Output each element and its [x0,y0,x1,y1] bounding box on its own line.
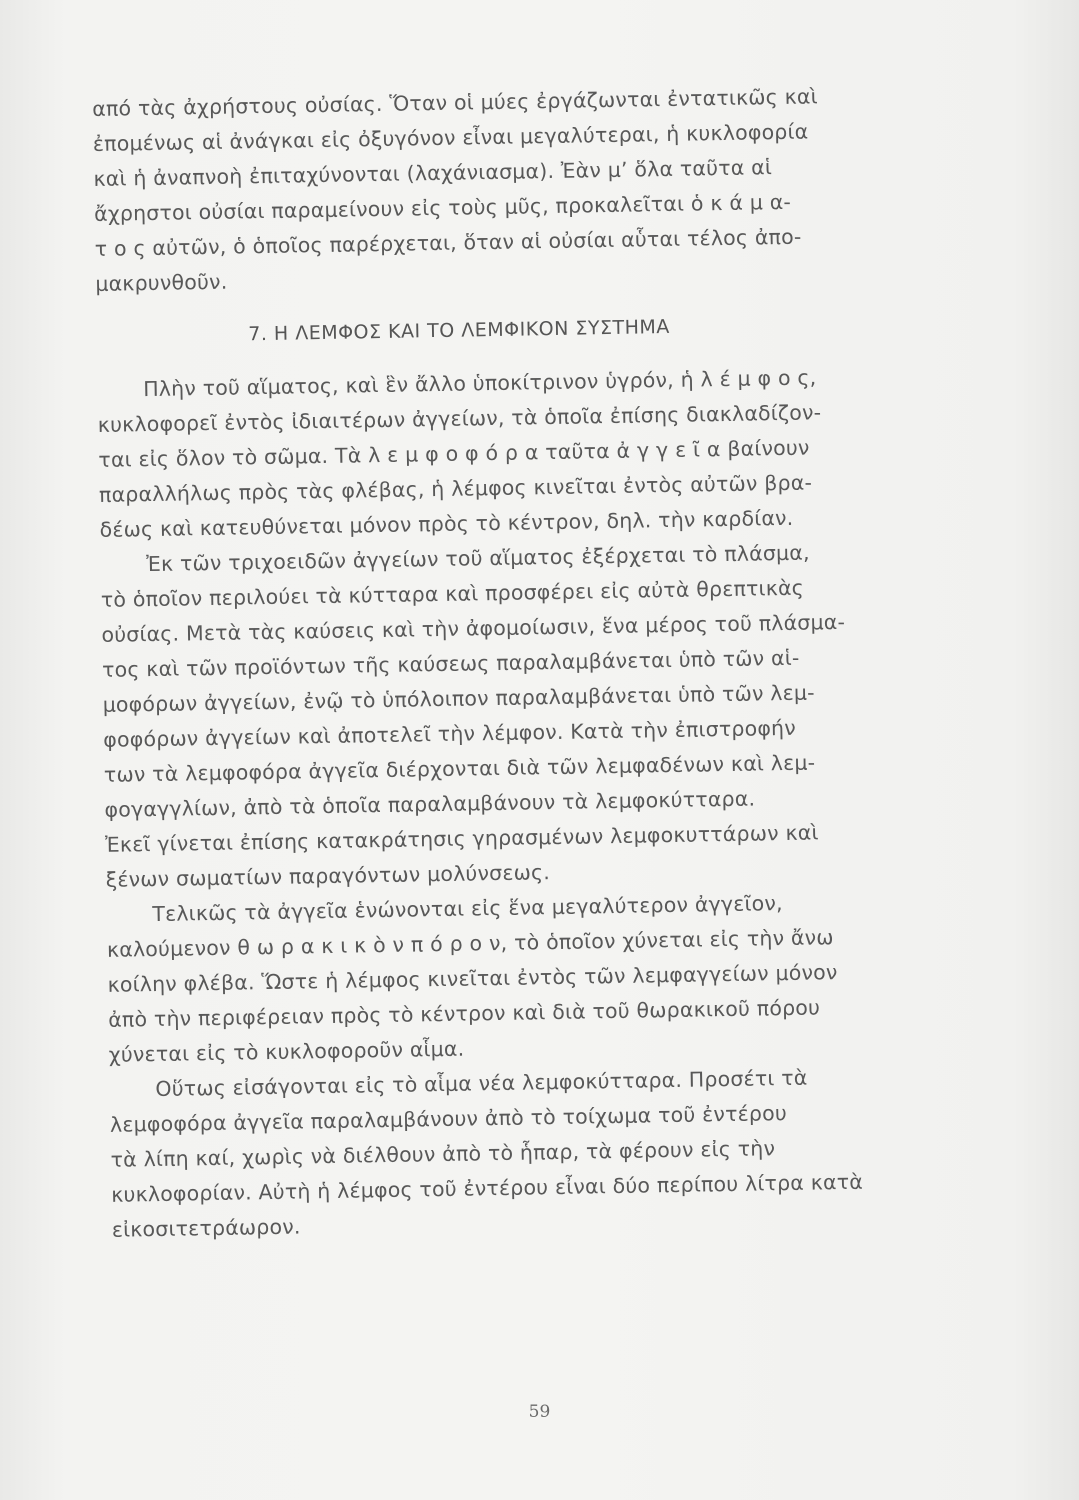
text-line: χύνεται εἰς τὸ κυκλοφοροῦν αἷμα. [108,1036,465,1067]
text-line: από τὰς ἀχρήστους οὐσίας. Ὅταν οἱ μύες ἐργάζωνται ἐντατικῶς καὶ [92,84,818,121]
text-line: Πλὴν τοῦ αἵματος, καὶ ἓν ἄλλο ὑποκίτρινον ὑγρόν, ἡ λ έ μ φ ο ς, [142,365,817,402]
text-line: Ἐκ τῶν τριχοειδῶν ἀγγείων τοῦ αἵματος ἐξέρχεται τὸ πλάσμα, [146,540,810,577]
text-line: Ἐκεῖ γίνεται ἐπίσης κατακράτησις γηρασμένων λεμφοκυττάρων καὶ [104,820,819,857]
text-line: καὶ ἡ ἀναπνοὴ ἐπιταχύνονται (λαχάνιασμα). Ἐὰν μ’ ὅλα ταῦτα αἱ [93,155,773,191]
text-line: οὐσίας. Μετὰ τὰς καύσεις καὶ τὴν ἀφομοίωσιν, ἕνα μέρος τοῦ πλάσμα- [101,609,846,647]
text-line: ται εἰς ὅλον τὸ σῶμα. Τὰ λ ε μ φ ο φ ό ρ α ταῦτα ἀ γ γ ε ῖ α βαίνουν [98,435,810,472]
paragraph-5 [109,1058,972,1248]
section-heading: 7. Η ΛΕΜΦΟΣ ΚΑΙ ΤΟ ΛΕΜΦΙΚΟΝ ΣΥΣΤΗΜΑ [248,315,670,346]
text-line: μακρυνθοῦν. [95,269,228,296]
text-line: τὰ λίπη καί, χωρὶς νὰ διέλθουν ἀπὸ τὸ ἧπαρ, τὰ φέρουν εἰς τὴν [110,1136,776,1172]
text-line: κυκλοφορεῖ ἐντὸς ἰδιαιτέρων ἀγγείων, τὰ ὁποῖα ἐπίσης διακλαδίζον- [97,400,822,437]
text-line: ἐπομένως αἱ ἀνάγκαι εἰς ὀξυγόνον εἶναι μεγαλύτεραι, ἡ κυκλοφορία [92,119,809,156]
text-line: παραλλήλως πρὸς τὰς φλέβας, ἡ λέμφος κινεῖται ἐντὸς αὐτῶν βρα- [98,470,813,507]
text-line: κυκλοφορίαν. Αὐτὴ ἡ λέμφος τοῦ ἐντέρου εἶναι δύο περίπου λίτρα κατὰ [111,1169,864,1207]
text-line: φοφόρων ἀγγείων καὶ ἀποτελεῖ τὴν λέμφον. Κατὰ τὴν ἐπιστροφήν [103,715,797,752]
text-line: Τελικῶς τὰ ἀγγεῖα ἑνώνονται εἰς ἕνα μεγαλύτερον ἀγγεῖον, [152,891,783,927]
paragraph-4 [106,883,969,1073]
text-line: τ ο ς αὐτῶν, ὁ ὁποῖος παρέρχεται, ὅταν αἱ οὐσίαι αὗται τέλος ἀπο- [94,224,802,261]
text-line: εἰκοσιτετράωρον. [111,1214,301,1242]
text-line: φογαγγλίων, ἀπὸ τὰ ὁποῖα παραλαμβάνουν τὰ λεμφοκύτταρα. [104,786,756,822]
text-line: κοίλην φλέβα. Ὥστε ἡ λέμφος κινεῖται ἐντὸς τῶν λεμφαγγείων μόνον [107,960,838,997]
text-line: ἀπὸ τὴν περιφέρειαν πρὸς τὸ κέντρον καὶ διὰ τοῦ θωρακικοῦ πόρου [107,995,821,1032]
text-line: των τὰ λεμφοφόρα ἀγγεῖα διέρχονται διὰ τῶν λεμφαδένων καὶ λεμ- [103,750,816,787]
text-line: δέως καὶ κατευθύνεται μόνον πρὸς τὸ κέντρον, δηλ. τὴν καρδίαν. [99,505,794,542]
text-line: καλούμενον θ ω ρ α κ ι κ ὸ ν π ό ρ ο ν, τὸ ὁποῖον χύνεται εἰς τὴν ἄνω [106,925,834,962]
paragraph-1 [92,77,956,302]
paragraph-2 [97,358,960,548]
text-line: λεμφοφόρα ἀγγεῖα παραλαμβάνουν ἀπὸ τὸ τοίχωμα τοῦ ἐντέρου [109,1101,788,1137]
page-number: 59 [528,1402,551,1422]
text-line: μοφόρων ἀγγείων, ἐνῷ τὸ ὑπόλοιπον παραλαμβάνεται ὑπὸ τῶν λεμ- [102,680,815,717]
body-text [92,77,972,1248]
paragraph-3 [100,533,966,898]
text-line: ἄχρηστοι οὐσίαι παραμείνουν εἰς τοὺς μῦς, προκαλεῖται ὁ κ ά μ α- [93,189,792,226]
text-line: Οὕτως εἰσάγονται εἰς τὸ αἷμα νέα λεμφοκύτταρα. Προσέτι τὰ [155,1065,808,1102]
text-line: ξένων σωματίων παραγόντων μολύνσεως. [105,860,551,892]
text-line: τος καὶ τῶν προϊόντων τῆς καύσεως παραλαμβάνεται ὑπὸ τῶν αἱ- [101,645,800,682]
text-line: τὸ ὁποῖον περιλούει τὰ κύτταρα καὶ προσφέρει εἰς αὐτὰ θρεπτικὰς [100,575,805,612]
